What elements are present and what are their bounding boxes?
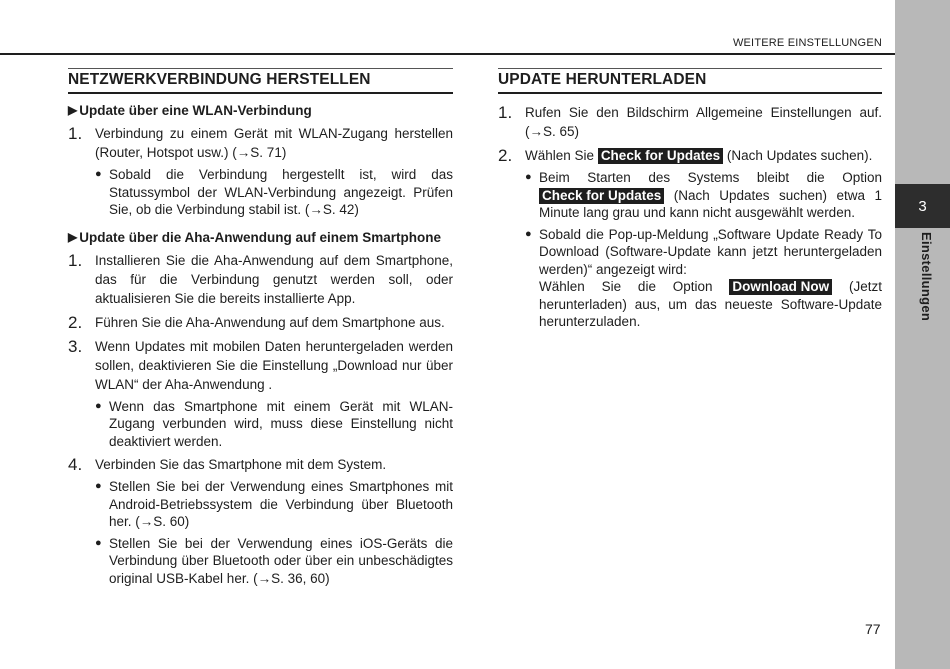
page-number: 77 [865,621,881,637]
bullet-update-2 [525,226,882,331]
step-text: Wenn Updates mit mobilen Daten heruntergeladen werden sollen, deaktivieren Sie die Einstellung „Download nur über WLAN“ der Aha-Anwendung . [95,338,453,392]
bullet-wlan-1 [95,166,453,219]
bullet-text [539,226,882,331]
step-number: 3. [68,336,83,356]
bullet-text-main: Sobald die Pop-up-Meldung „Software Update Ready To Download (Software-Update kann jetzt heruntergeladen werden)“ angezeigt wird: [539,226,882,277]
subhead-wlan [68,102,453,119]
step-number: 2. [68,312,83,332]
step-text-pre: Wählen Sie [525,148,595,163]
check-for-updates-button-label: Check for Updates [539,188,664,204]
bullet-aha-4b [95,535,453,588]
section-title-network: NETZWERKVERBINDUNG HERSTELLEN [68,68,453,94]
bullet-text: Sobald die Verbindung hergestellt ist, wird das Statussymbol der WLAN-Verbindung angezeigt. Prüfen Sie, ob die Verbindung stabil ist. (→S. 42) [109,167,453,217]
step-number: 4. [68,455,83,474]
chapter-label: Einstellungen [919,232,934,322]
bullet-dot-icon: ● [95,399,102,412]
bullet-text: Stellen Sie bei der Verwendung eines Smartphones mit Android-Betriebssystem die Verbindung über Bluetooth her. (→S. 60) [109,479,453,529]
bullet-text [539,169,882,222]
step-text: Verbinden Sie das Smartphone mit dem System. [95,457,387,472]
bullet-aha-4a [95,478,453,531]
step-aha-1 [68,251,453,308]
section-title-update: UPDATE HERUNTERLADEN [498,68,882,94]
right-column [498,68,882,331]
triangle-right-icon: ▶ [68,103,78,117]
step-aha-4 [68,455,453,474]
step-number: 1. [68,124,83,143]
step-text [525,146,882,165]
step-number: 1. [68,250,83,270]
step-text: Verbindung zu einem Gerät mit WLAN-Zugang herstellen (Router, Hotspot usw.) (→S. 71) [95,126,453,160]
step-wlan-1 [68,124,453,162]
step-aha-2 [68,313,453,332]
bullet-dot-icon: ● [95,480,102,492]
step-text-post: (Nach Updates suchen). [726,148,873,163]
chapter-number-tab: 3 [895,184,950,228]
step-update-2 [498,146,882,165]
subhead-aha [68,229,453,246]
step-text: Führen Sie die Aha-Anwendung auf dem Smartphone aus. [95,314,445,330]
bullet-dot-icon: ● [95,168,102,180]
bullet-update-1 [525,169,882,222]
subhead-aha-text: Update über die Aha-Anwendung auf einem Smartphone [79,229,442,245]
bullet-text-pre: Beim Starten des Systems bleibt die Option [539,170,882,185]
running-header: WEITERE EINSTELLUNGEN [732,37,882,49]
step-aha-3 [68,337,453,394]
bullet-text: Wenn das Smartphone mit einem Gerät mit WLAN-Zugang verbunden wird, muss diese Einstellung nicht deaktiviert werden. [109,398,453,449]
bullet-dot-icon: ● [525,227,532,240]
step-update-1 [498,103,882,141]
download-now-button-label: Download Now [729,279,832,295]
bullet-dot-icon: ● [525,171,532,183]
subhead-wlan-text: Update über eine WLAN-Verbindung [79,103,312,118]
bullet-text-pre: Wählen Sie die Option [539,279,713,294]
step-text: Installieren Sie die Aha-Anwendung auf dem Smartphone, das für die Verbindung genutzt werden soll, oder aktualisieren Sie die bereits installierte App. [95,252,453,306]
triangle-right-icon: ▶ [68,229,78,244]
step-text: Rufen Sie den Bildschirm Allgemeine Einstellungen auf. (→S. 65) [525,105,882,139]
step-number: 2. [498,146,513,165]
step-number: 1. [498,103,513,122]
bullet-text-post: (Nach Updates suchen) etwa 1 Minute lang grau und kann nicht ausgewählt werden. [539,187,882,220]
bullet-text: Stellen Sie bei der Verwendung eines iOS-Geräts die Verbindung über Bluetooth oder über ein unbeschädigtes original USB-Kabel her. (→S. 36, 60) [109,535,453,586]
header-rule [0,53,895,55]
bullet-text-post: (Jetzt herunterladen) aus, um das neueste Software-Update herunterzuladen. [539,279,882,329]
bullet-dot-icon: ● [95,536,102,549]
chapter-sidebar [895,0,950,669]
check-for-updates-button-label: Check for Updates [598,148,723,164]
bullet-aha-3 [95,398,453,451]
left-column [68,68,453,587]
